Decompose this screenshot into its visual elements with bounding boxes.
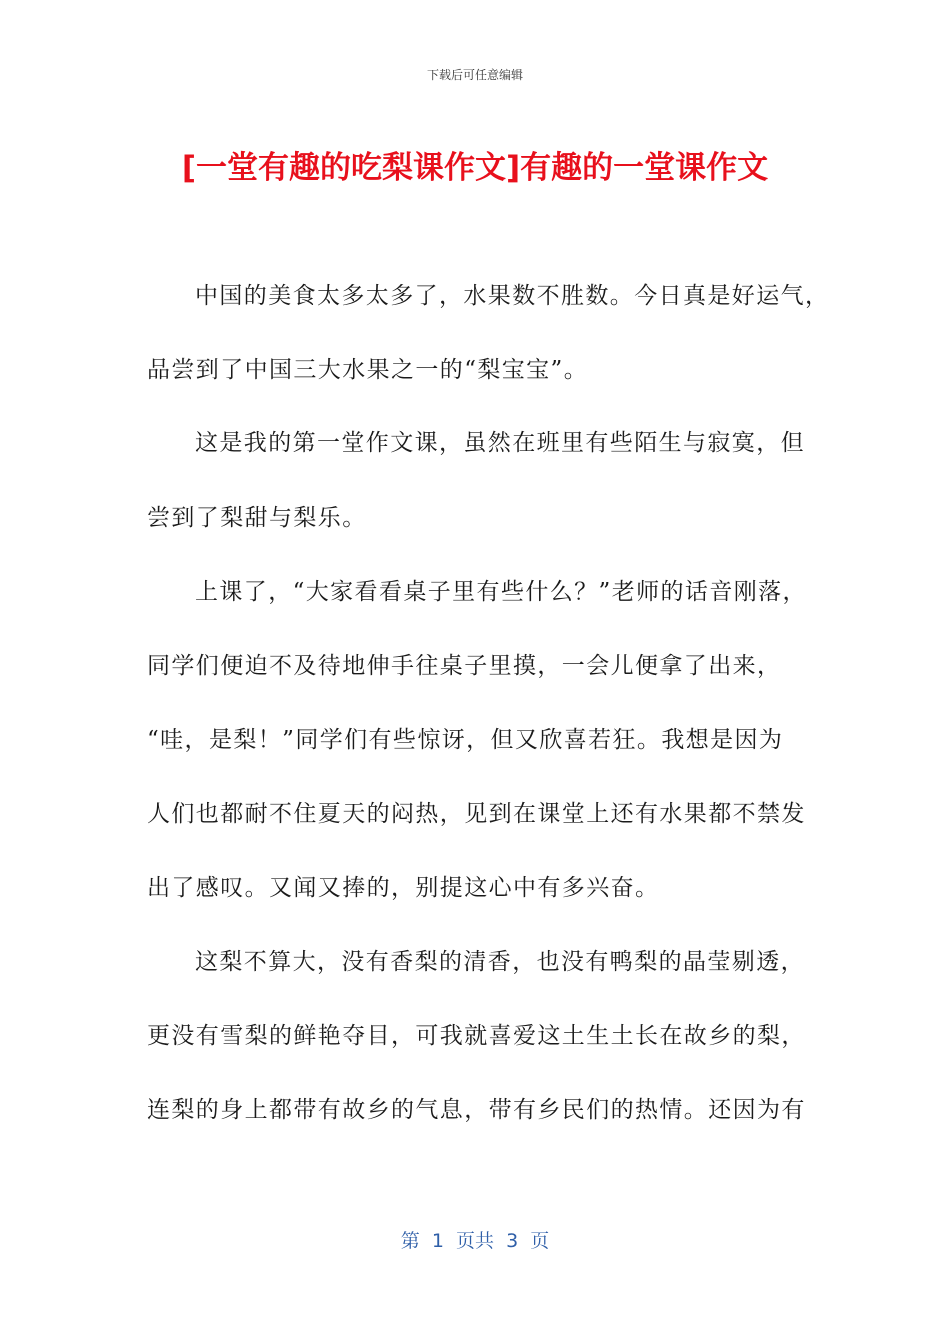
paragraph-line: 出了感叹。又闻又捧的，别提这心中有多兴奋。 xyxy=(147,875,660,901)
paragraph-line: 更没有雪梨的鲜艳夺目，可我就喜爱这土生土长在故乡的梨， xyxy=(147,1023,806,1049)
paragraph-line: 这是我的第一堂作文课，虽然在班里有些陌生与寂寞，但 xyxy=(195,430,805,456)
paragraph-line: 这梨不算大，没有香梨的清香，也没有鸭梨的晶莹剔透， xyxy=(195,949,805,975)
paragraph-line: 中国的美食太多太多了，水果数不胜数。今日真是好运气， xyxy=(195,283,830,309)
paragraph-line: “哇，是梨！”同学们有些惊讶，但又欣喜若狂。我想是因为 xyxy=(147,727,784,753)
paragraph-line: 人们也都耐不住夏天的闷热，见到在课堂上还有水果都不禁发 xyxy=(147,801,806,827)
page-footer: 第 1 页共 3 页 xyxy=(400,1230,550,1252)
paragraph-line: 同学们便迫不及待地伸手往桌子里摸，一会儿便拿了出来， xyxy=(147,653,782,679)
header-note: 下载后可任意编辑 xyxy=(426,68,523,82)
paragraph-line: 上课了，“大家看看桌子里有些什么？”老师的话音刚落， xyxy=(195,579,807,605)
paragraph-line: 品尝到了中国三大水果之一的“梨宝宝”。 xyxy=(147,357,589,383)
document-title: [一堂有趣的吃梨课作文]有趣的一堂课作文 xyxy=(181,150,769,186)
paragraph-line: 尝到了梨甜与梨乐。 xyxy=(147,505,367,531)
paragraph-line: 连梨的身上都带有故乡的气息，带有乡民们的热情。还因为有 xyxy=(147,1097,806,1123)
